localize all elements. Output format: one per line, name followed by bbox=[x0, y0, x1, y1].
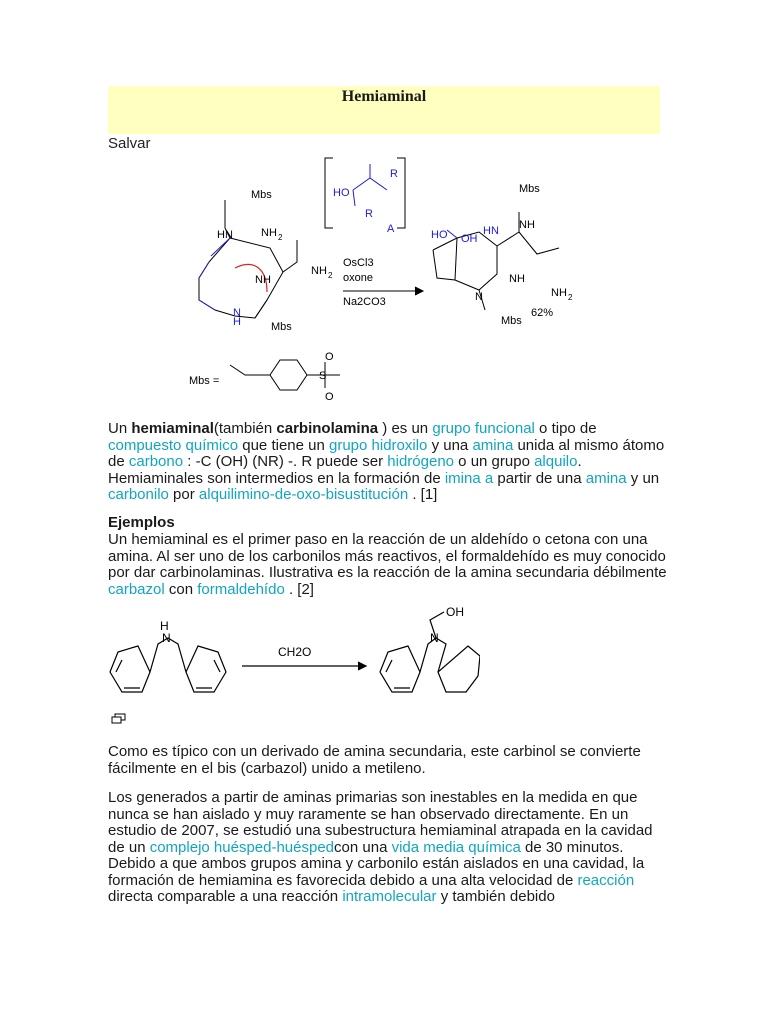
svg-text:N: N bbox=[233, 307, 241, 319]
link-amina[interactable]: amina bbox=[472, 436, 514, 454]
link-carbonilo[interactable]: carbonilo bbox=[108, 486, 169, 503]
link-carbazol[interactable]: carbazol bbox=[108, 580, 165, 598]
link-vida-media[interactable]: vida media química bbox=[391, 838, 521, 856]
svg-text:N: N bbox=[162, 631, 171, 645]
svg-text:Mbs: Mbs bbox=[501, 315, 522, 327]
svg-text:Mbs: Mbs bbox=[271, 321, 292, 333]
mbs-definition-label: Mbs = bbox=[189, 375, 220, 387]
svg-text:N: N bbox=[430, 631, 439, 645]
svg-text:Mbs: Mbs bbox=[519, 183, 540, 195]
svg-text:HO: HO bbox=[431, 229, 448, 241]
svg-text:NH: NH bbox=[509, 273, 525, 285]
link-alquilo[interactable]: alquilo bbox=[534, 453, 578, 470]
svg-text:Mbs: Mbs bbox=[251, 189, 272, 201]
svg-text:R: R bbox=[390, 168, 398, 180]
window-restore-icon[interactable] bbox=[111, 713, 127, 725]
svg-text:S: S bbox=[319, 370, 327, 382]
svg-text:HN: HN bbox=[217, 229, 233, 241]
primary-amines-paragraph: Los generados a partir de aminas primarias son inestables en la medida en que nunca se han aislado y muy raramente se han observado directamente. En un estudio de 2007, se estudió una subestructura hemiaminal atrapada en la cavidad de un complejo huésped-huéspedcon una vida media química de 30 minutos. Debido a que ambos grupos amina y carbonilo están aislados en una cavidad, la formación de hemiamina es favorecida debido a una alta velocidad de reacción directa comparable a una reacción intramolecular y también debido bbox=[108, 789, 653, 905]
section-heading-ejemplos: Ejemplos bbox=[108, 514, 175, 531]
svg-text:A: A bbox=[387, 223, 395, 235]
yield-label: 62% bbox=[531, 307, 554, 319]
svg-text:2: 2 bbox=[278, 233, 283, 242]
examples-paragraph: Un hemiaminal es el primer paso en la reacción de un aldehído o cetona con una amina. Al ser uno de los carbonilos más reactivos, el formaldehído es muy conocido por dar carbinolaminas. Ilustrativa es la reacción de la amina secundaria débilmente carbazol con formaldehído . [2] bbox=[108, 531, 667, 598]
reagent-na2co3: Na2CO3 bbox=[343, 296, 386, 308]
svg-text:NH: NH bbox=[261, 227, 277, 239]
link-grupo-hidroxilo[interactable]: grupo hidroxilo bbox=[329, 436, 428, 454]
link-formaldehido[interactable]: formaldehído bbox=[197, 580, 285, 598]
carbazole-reaction-figure bbox=[100, 600, 480, 710]
svg-text:R: R bbox=[365, 208, 373, 220]
intro-paragraph: Un hemiaminal(también carbinolamina ) es un grupo funcional o tipo de compuesto químico que tiene un grupo hidroxilo y una amina unida al mismo átomo de carbono : -C (OH) (NR) -. R puede ser hidrógeno o un grupo alquilo. Hemiaminales son intermedios en la formación de imina a partir de una amina y un carbonilo por alquilimino-de-oxo-bisustitución . [1] bbox=[108, 420, 665, 503]
link-compuesto-quimico[interactable]: compuesto químico bbox=[108, 436, 239, 454]
svg-text:H: H bbox=[233, 316, 241, 328]
link-reaccion[interactable]: reacción bbox=[577, 871, 635, 889]
svg-text:HO: HO bbox=[333, 187, 350, 199]
page-title: Hemiaminal bbox=[341, 88, 427, 105]
link-alquilimino[interactable]: alquilimino-de-oxo-bisustitución bbox=[198, 486, 409, 503]
link-complejo-huesped[interactable]: complejo huésped-huésped bbox=[149, 838, 335, 856]
svg-text:OH: OH bbox=[461, 233, 478, 245]
svg-text:NH: NH bbox=[519, 219, 535, 231]
svg-text:2: 2 bbox=[328, 271, 333, 280]
link-carbono[interactable]: carbono bbox=[128, 453, 184, 470]
title-banner bbox=[108, 86, 660, 134]
link-grupo-funcional[interactable]: grupo funcional bbox=[432, 420, 535, 437]
svg-text:OH: OH bbox=[446, 605, 464, 619]
reagent-ch2o: CH2O bbox=[278, 645, 312, 659]
svg-text:2: 2 bbox=[568, 293, 573, 302]
link-intramolecular[interactable]: intramolecular bbox=[342, 888, 437, 905]
svg-text:O: O bbox=[325, 351, 334, 363]
svg-text:NH: NH bbox=[311, 265, 327, 277]
carbinol-paragraph: Como es típico con un derivado de amina secundaria, este carbinol se convierte fácilmente en el bis (carbazol) unido a metileno. bbox=[108, 743, 641, 777]
svg-text:H: H bbox=[160, 619, 169, 633]
svg-text:NH: NH bbox=[551, 287, 567, 299]
reagent-oxone: oxone bbox=[343, 272, 373, 284]
save-button[interactable]: Salvar bbox=[108, 135, 151, 152]
svg-text:O: O bbox=[325, 391, 334, 403]
svg-text:NH: NH bbox=[255, 274, 271, 286]
svg-text:N: N bbox=[475, 291, 483, 303]
link-amina-2[interactable]: amina bbox=[585, 469, 627, 487]
link-hidrogeno[interactable]: hidrógeno bbox=[387, 453, 455, 470]
svg-text:HN: HN bbox=[483, 225, 499, 237]
reagent-oscl3: OsCl3 bbox=[343, 257, 374, 269]
reaction-scheme-figure bbox=[175, 150, 595, 415]
link-imina[interactable]: imina a bbox=[444, 469, 494, 487]
